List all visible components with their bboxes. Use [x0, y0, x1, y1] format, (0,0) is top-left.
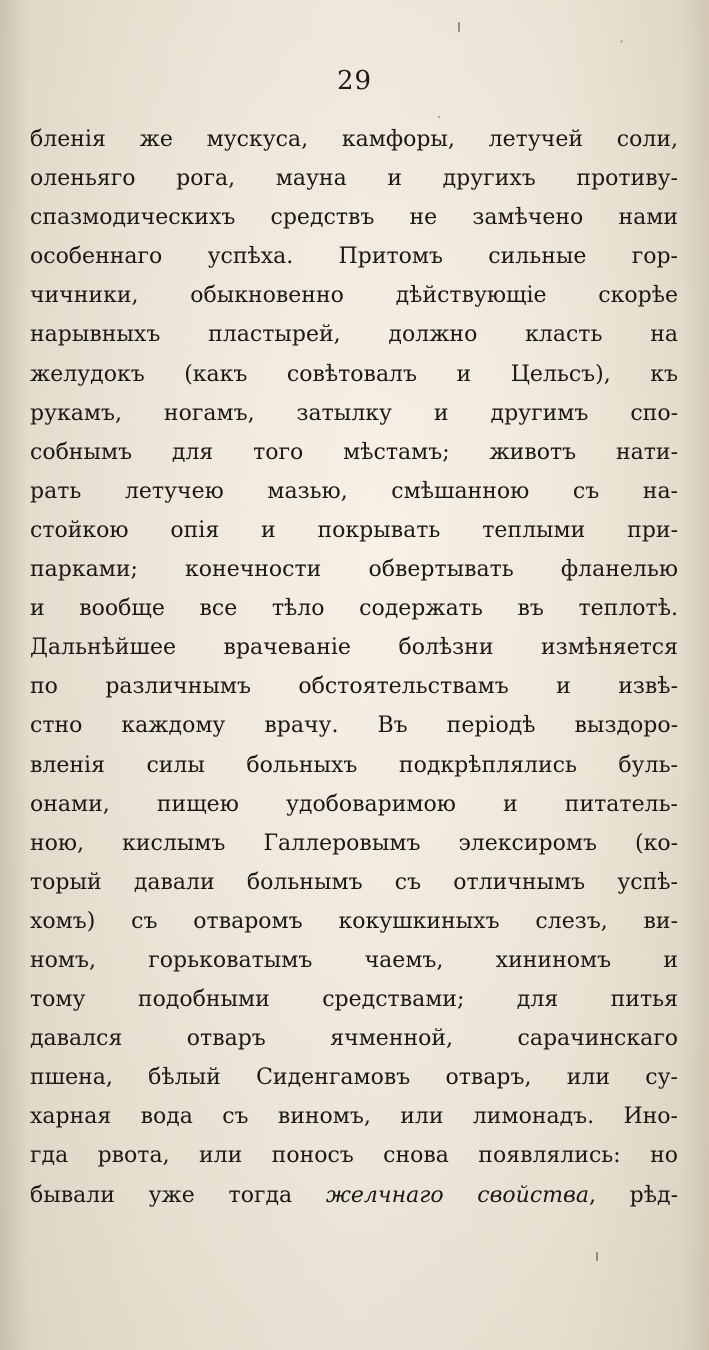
text-line: нарывныхъ пластырей, должно класть на: [30, 322, 678, 348]
text-line: онами, пищею удобоваримою и питатель-: [30, 791, 678, 817]
body-text: [30, 120, 678, 1215]
text-line: стойкою опія и покрывать теплыми при-: [30, 517, 678, 543]
page-number: 29: [336, 66, 373, 96]
text-line-start: бывали уже тогда: [30, 1182, 293, 1208]
text-line: рать летучею мазью, смѣшанною съ на-: [30, 478, 678, 504]
italic-phrase: желчнаго свойства: [325, 1182, 589, 1208]
text-line: желудокъ (какъ совѣтовалъ и Цельсъ), къ: [30, 361, 678, 387]
text-line: тому подобными средствами; для питья: [30, 987, 678, 1013]
text-line: собнымъ для того мѣстамъ; животъ нати-: [30, 439, 678, 465]
text-line: номъ, горьковатымъ чаемъ, хининомъ и: [30, 947, 678, 973]
text-line: особеннаго успѣха. Притомъ сильные гор-: [30, 244, 678, 270]
text-line: гда рвота, или поносъ снова появлялись: но: [30, 1143, 678, 1169]
text-line: вленія силы больныхъ подкрѣплялись буль-: [30, 752, 678, 778]
text-line: давался отваръ ячменной, сарачинскаго: [30, 1026, 678, 1052]
paper-speck: [438, 116, 440, 118]
text-line: парками; конечности обвертывать фланелью: [30, 557, 678, 583]
text-line: и вообще все тѣло содержать въ теплотѣ.: [30, 596, 678, 622]
text-line: Дальнѣйшее врачеваніе болѣзни измѣняется: [30, 635, 678, 661]
text-line: по различнымъ обстоятельствамъ и извѣ-: [30, 674, 678, 700]
text-line: рукамъ, ногамъ, затылку и другимъ спо-: [30, 400, 678, 426]
text-line-last: [30, 1176, 678, 1215]
text-line: пшена, бѣлый Сиденгамовъ отваръ, или су-: [30, 1065, 678, 1091]
text-line: оленьяго рога, мауна и другихъ противу-: [30, 166, 678, 192]
paper-speck: [620, 40, 623, 43]
text-line-end: , рѣд-: [588, 1182, 678, 1208]
text-line: торый давали больнымъ съ отличнымъ успѣ-: [30, 869, 678, 895]
paper-speck: [458, 22, 460, 32]
text-line: ною, кислымъ Галлеровымъ элексиромъ (ко-: [30, 830, 678, 856]
text-line: бленія же мускуса, камфоры, летучей соли,: [30, 127, 678, 152]
text-line: спазмодическихъ средствъ не замѣчено нами: [30, 205, 678, 231]
text-line: стно каждому врачу. Въ періодѣ выздоро-: [30, 713, 678, 739]
text-line: хомъ) съ отваромъ кокушкиныхъ слезъ, ви-: [30, 908, 678, 934]
text-line: чичники, обыкновенно дѣйствующіе скорѣе: [30, 283, 678, 309]
paper-speck: [596, 1252, 598, 1261]
text-line: харная вода съ виномъ, или лимонадъ. Ино-: [30, 1104, 678, 1130]
